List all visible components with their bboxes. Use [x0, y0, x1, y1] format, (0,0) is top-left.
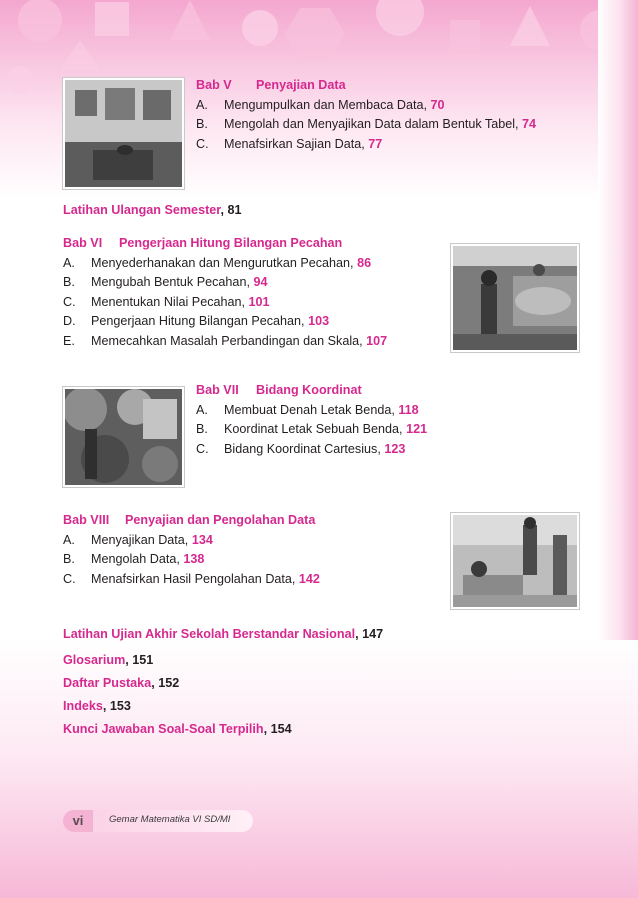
entry-page: 154 — [270, 722, 292, 736]
item-text: Mengubah Bentuk Pecahan, — [91, 275, 254, 289]
item-letter: C. — [196, 136, 209, 151]
item-letter: B. — [196, 117, 208, 131]
chapter6-heading — [63, 234, 387, 254]
item-page: 121 — [406, 422, 428, 436]
chapter5-item-c — [196, 135, 536, 155]
chapter5-heading — [196, 76, 536, 96]
item-text: Memecahkan Masalah Perbandingan dan Skala, — [91, 333, 367, 348]
photo-park-image — [65, 389, 182, 485]
footer-book-title: Gemar Matematika VI SD/MI — [109, 814, 231, 825]
chapter5-item-a — [196, 96, 536, 116]
photo-park-coordinates — [63, 387, 184, 487]
photo-data-display — [63, 78, 184, 189]
item-letter: A. — [63, 255, 75, 270]
entry-page: 152 — [158, 676, 180, 690]
item-text: Koordinat Letak Sebuah Benda, — [224, 422, 407, 436]
item-page: 74 — [522, 117, 537, 131]
item-page: 77 — [368, 136, 383, 151]
chapter7-block — [196, 381, 427, 459]
entry-separator: , — [151, 676, 159, 690]
chapter8-item-b — [63, 550, 320, 570]
chapter6-label: Bab VI — [63, 236, 103, 250]
item-page: 101 — [248, 294, 270, 309]
item-letter: D. — [63, 314, 76, 328]
entry-separator: , — [102, 699, 110, 713]
entry-separator: , — [220, 203, 228, 217]
item-letter: B. — [63, 275, 75, 289]
photo-market-image — [453, 246, 577, 350]
entry-page: 151 — [132, 653, 154, 667]
back-matter-bibliography — [63, 676, 179, 690]
item-text: Menentukan Nilai Pecahan, — [91, 294, 249, 309]
chapter5-block — [196, 76, 536, 154]
entry-title: Latihan Ujian Akhir Sekolah Berstandar Nasional — [63, 627, 356, 641]
back-matter-uasbn — [63, 627, 383, 641]
entry-separator: , — [355, 627, 363, 641]
item-text: Menafsirkan Hasil Pengolahan Data, — [91, 571, 299, 586]
page-footer — [63, 810, 253, 832]
item-letter: A. — [196, 97, 208, 112]
entry-title: Kunci Jawaban Soal-Soal Terpilih — [63, 722, 264, 736]
chapter7-label: Bab VII — [196, 383, 239, 397]
chapter7-heading — [196, 381, 427, 401]
item-letter: A. — [196, 402, 208, 417]
chapter7-item-c — [196, 440, 427, 460]
chapter8-title: Penyajian dan Pengolahan Data — [125, 513, 316, 527]
exam-semester-entry — [63, 203, 242, 217]
item-text: Bidang Koordinat Cartesius, — [224, 441, 385, 456]
item-letter: E. — [63, 333, 75, 348]
back-matter-index — [63, 699, 131, 713]
entry-separator: , — [125, 653, 133, 667]
chapter8-item-c — [63, 570, 320, 590]
item-letter: B. — [63, 552, 75, 566]
chapter5-label: Bab V — [196, 78, 232, 92]
item-page: 134 — [191, 532, 213, 547]
item-page: 86 — [357, 255, 372, 270]
photo-hospital-data — [451, 513, 579, 609]
chapter6-item-e — [63, 332, 387, 352]
item-letter: B. — [196, 422, 208, 436]
item-page: 103 — [308, 314, 330, 328]
item-letter: C. — [63, 571, 76, 586]
chapter6-item-d — [63, 312, 387, 332]
photo-office-image — [65, 80, 182, 187]
item-page: 138 — [183, 552, 205, 566]
item-page: 94 — [253, 275, 268, 289]
item-letter: A. — [63, 532, 75, 547]
item-text: Mengolah Data, — [91, 552, 184, 566]
entry-title: Indeks — [63, 699, 103, 713]
entry-title: Latihan Ulangan Semester — [63, 203, 221, 217]
chapter5-item-b — [196, 115, 536, 135]
item-page: 142 — [298, 571, 320, 586]
entry-title: Glosarium — [63, 653, 126, 667]
chapter8-label: Bab VIII — [63, 513, 110, 527]
photo-market-fractions — [451, 244, 579, 352]
back-matter-answer-key — [63, 722, 292, 736]
item-text: Membuat Denah Letak Benda, — [224, 402, 399, 417]
chapter8-item-a — [63, 531, 320, 551]
chapter6-item-c — [63, 293, 387, 313]
item-page: 107 — [366, 333, 388, 348]
item-page: 123 — [384, 441, 406, 456]
entry-page: 153 — [109, 699, 131, 713]
photo-hospital-image — [453, 515, 577, 607]
item-page: 70 — [430, 97, 445, 112]
footer-page-number: vi — [63, 810, 93, 832]
item-page: 118 — [398, 402, 419, 417]
entry-title: Daftar Pustaka — [63, 676, 152, 690]
item-letter: C. — [196, 441, 209, 456]
chapter5-title: Penyajian Data — [256, 78, 346, 92]
item-text: Mengolah dan Menyajikan Data dalam Bentuk Tabel, — [224, 117, 523, 131]
item-text: Menyajikan Data, — [91, 532, 192, 547]
chapter6-title: Pengerjaan Hitung Bilangan Pecahan — [119, 236, 343, 250]
item-text: Pengerjaan Hitung Bilangan Pecahan, — [91, 314, 309, 328]
item-letter: C. — [63, 294, 76, 309]
entry-page: 81 — [227, 203, 242, 217]
item-text: Mengumpulkan dan Membaca Data, — [224, 97, 431, 112]
entry-page: 147 — [362, 627, 384, 641]
chapter6-item-b — [63, 273, 387, 293]
back-matter-glossary — [63, 653, 153, 667]
chapter7-title: Bidang Koordinat — [256, 383, 362, 397]
item-text: Menyederhanakan dan Mengurutkan Pecahan, — [91, 255, 358, 270]
item-text: Menafsirkan Sajian Data, — [224, 136, 369, 151]
chapter8-block — [63, 511, 320, 589]
chapter6-item-a — [63, 254, 387, 274]
chapter7-item-a — [196, 401, 427, 421]
chapter7-item-b — [196, 420, 427, 440]
entry-separator: , — [263, 722, 271, 736]
chapter6-block — [63, 234, 387, 351]
chapter8-heading — [63, 511, 320, 531]
